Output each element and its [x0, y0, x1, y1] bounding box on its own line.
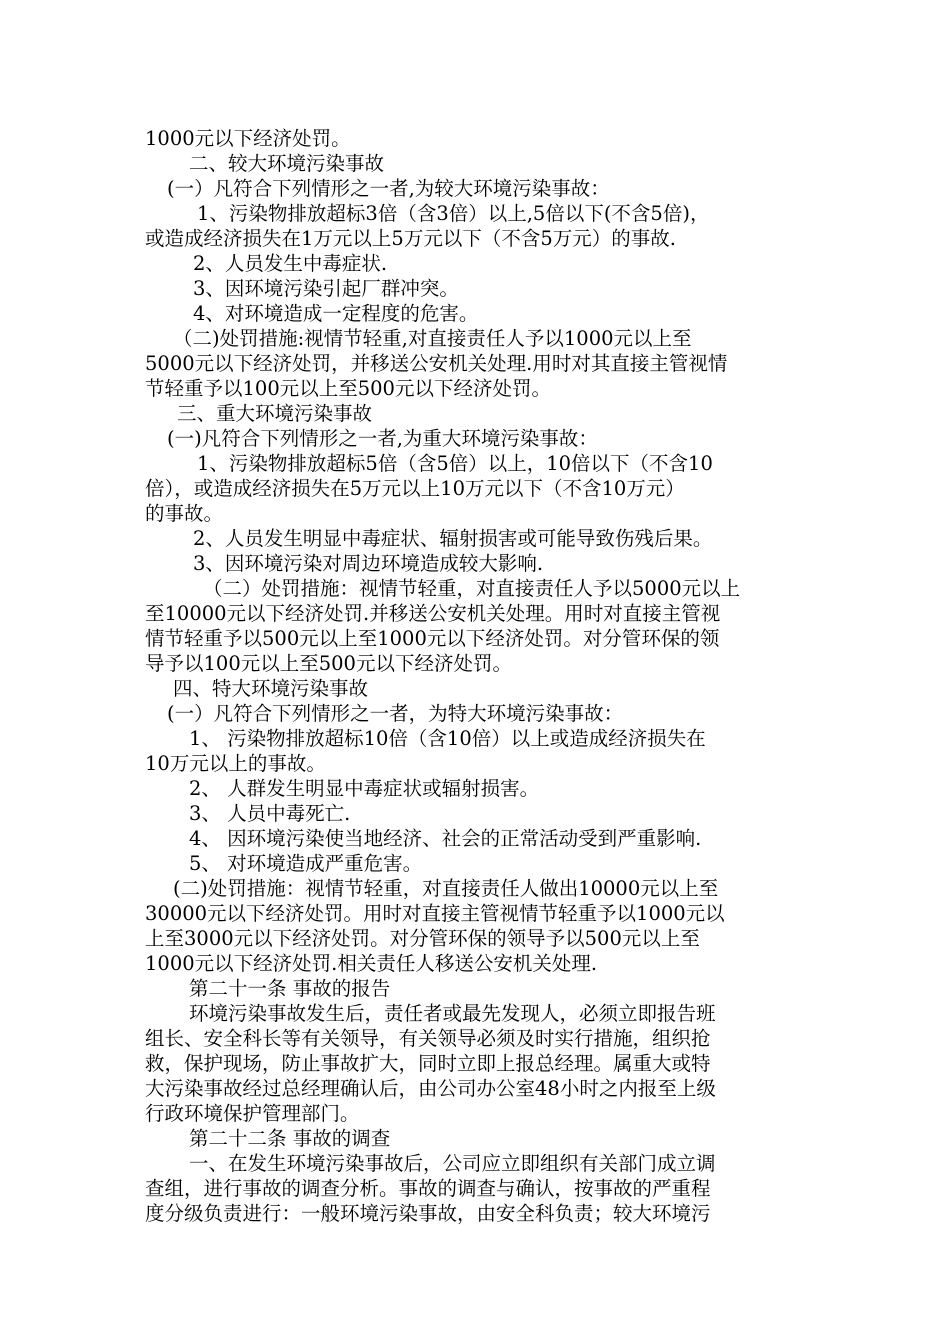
text-line: 或造成经济损失在1万元以上5万元以下（不含5万元）的事故. — [145, 227, 676, 250]
text-line: 4、 因环境污染使当地经济、社会的正常活动受到严重影响. — [189, 827, 702, 850]
text-line: (一)凡符合下列情形之一者,为重大环境污染事故： — [167, 427, 598, 450]
article-heading: 第二十二条 事故的调查 — [189, 1127, 391, 1150]
text-line: 环境污染事故发生后，责任者或最先发现人，必须立即报告班 — [189, 1002, 716, 1025]
text-line: 查组，进行事故的调查分析。事故的调查与确认，按事故的严重程 — [145, 1177, 711, 1200]
text-line: 5、 对环境造成严重危害。 — [189, 852, 423, 875]
section-heading: 二、较大环境污染事故 — [189, 152, 385, 175]
text-line: 3、 人员中毒死亡. — [189, 802, 351, 825]
text-line: 的事故。 — [145, 502, 224, 525]
text-line: 3、因环境污染对周边环境造成较大影响. — [193, 552, 544, 575]
text-line: 救，保护现场，防止事故扩大，同时立即上报总经理。属重大或特 — [145, 1052, 711, 1075]
article-heading: 第二十一条 事故的报告 — [189, 977, 391, 1000]
text-line: 大污染事故经过总经理确认后，由公司办公室48小时之内报至上级 — [145, 1077, 716, 1100]
text-line: 一、在发生环境污染事故后，公司应立即组织有关部门成立调 — [189, 1152, 716, 1175]
section-heading: 四、特大环境污染事故 — [173, 677, 369, 700]
text-line: 2、人员发生明显中毒症状、辐射损害或可能导致伤残后果。 — [193, 527, 713, 550]
text-line: 倍），或造成经济损失在5万元以上10万元以下（不含10万元） — [145, 477, 685, 500]
text-line: (一）凡符合下列情形之一者，为特大环境污染事故： — [167, 702, 624, 725]
text-line: 组长、安全科长等有关领导，有关领导必须及时实行措施，组织抢 — [145, 1027, 711, 1050]
section-heading: 三、重大环境污染事故 — [177, 402, 373, 425]
text-line: 行政环境保护管理部门。 — [145, 1102, 360, 1125]
text-line: 节轻重予以100元以上至500元以下经济处罚。 — [145, 377, 551, 400]
text-line: 1、污染物排放超标3倍（含3倍）以上,5倍以下(不含5倍)， — [197, 202, 710, 225]
text-line: 至10000元以下经济处罚.并移送公安机关处理。用时对直接主管视 — [145, 602, 721, 625]
text-line: （二)处罚措施:视情节轻重,对直接责任人予以1000元以上至 — [173, 327, 692, 350]
text-line: 30000元以下经济处罚。用时对直接主管视情节轻重予以1000元以 — [145, 902, 725, 925]
text-line: 情节轻重予以500元以上至1000元以下经济处罚。对分管环保的领 — [145, 627, 720, 650]
text-line: 3、因环境污染引起厂群冲突。 — [193, 277, 459, 300]
text-line: 1、污染物排放超标5倍（含5倍）以上，10倍以下（不含10 — [197, 452, 713, 475]
text-line: 4、对环境造成一定程度的危害。 — [193, 302, 479, 325]
text-line: 1000元以下经济处罚。 — [145, 127, 351, 150]
text-line: 2、人员发生中毒症状. — [193, 252, 388, 275]
text-line: 上至3000元以下经济处罚。对分管环保的领导予以500元以上至 — [145, 927, 700, 950]
text-line: 5000元以下经济处罚，并移送公安机关处理.用时对其直接主管视情 — [145, 352, 728, 375]
text-line: (一）凡符合下列情形之一者,为较大环境污染事故： — [167, 177, 610, 200]
text-line: 导予以100元以上至500元以下经济处罚。 — [145, 652, 512, 675]
text-line: (二)处罚措施：视情节轻重，对直接责任人做出10000元以上至 — [173, 877, 719, 900]
text-line: 1000元以下经济处罚.相关责任人移送公安机关处理. — [145, 952, 598, 975]
text-line: 度分级负责进行：一般环境污染事故，由安全科负责；较大环境污 — [145, 1202, 711, 1225]
text-line: 1、 污染物排放超标10倍（含10倍）以上或造成经济损失在 — [189, 727, 706, 750]
text-line: 10万元以上的事故。 — [145, 752, 326, 775]
text-line: （二）处罚措施：视情节轻重，对直接责任人予以5000元以上 — [203, 577, 741, 600]
text-line: 2、 人群发生明显中毒症状或辐射损害。 — [189, 777, 540, 800]
